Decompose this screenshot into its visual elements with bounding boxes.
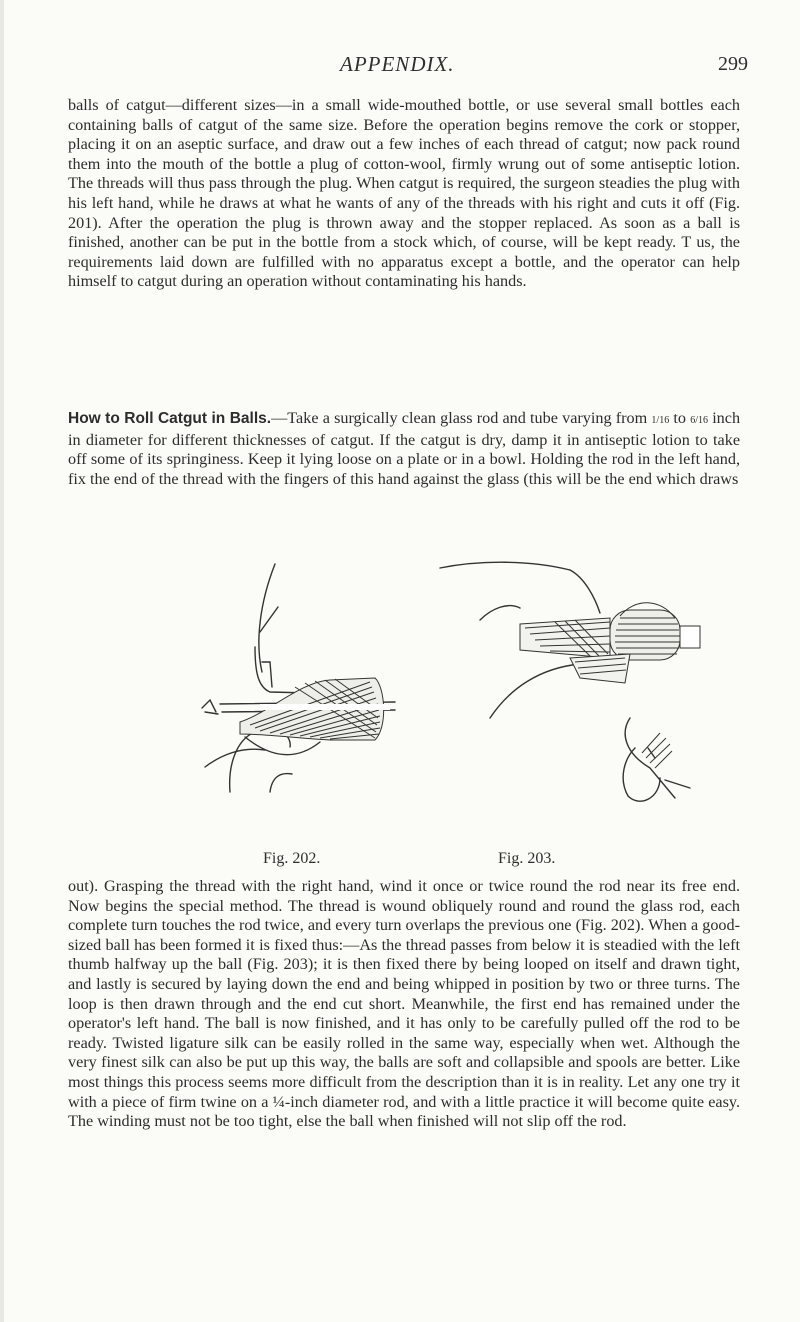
running-head: APPENDIX. bbox=[340, 52, 455, 76]
body-paragraph-2 bbox=[68, 409, 740, 489]
paragraph-2-text-b: inch in diameter for different thicknesses of catgut. If the catgut is dry, damp it in antiseptic lotion to take off some of its springiness. Keep it lying loose on a plate or in a bowl. Holding the rod in the left hand, fix the end of the thread with the fingers of this hand against the glass (this will be the end which draws bbox=[68, 409, 741, 488]
fraction-connector: to bbox=[673, 409, 686, 427]
paragraph-2-text-a: —Take a surgically clean glass rod and tube varying from bbox=[271, 409, 648, 427]
section-heading: How to Roll Catgut in Balls. bbox=[68, 410, 272, 427]
figure-block bbox=[0, 558, 800, 867]
figure-203-caption: Fig. 203. bbox=[498, 850, 556, 867]
fraction-large: 6/16 bbox=[690, 415, 708, 426]
glass-rod-wound-with-catgut-illustration bbox=[200, 562, 410, 842]
body-paragraph-1: balls of catgut—different sizes—in a small wide-mouthed bottle, or use several small bottles each containing balls of catgut of the same size. Before the operation begins remove the cork or stopper, placing it on an aseptic surface, and draw out a few inches of each thread of catgut; now pack round them into the mouth of the bottle a plug of cotton-wool, firmly wrung out of some antiseptic lotion. The threads will thus pass through the plug. When catgut is required, the surgeon steadies the plug with his left hand, while he draws at what he wants of any of the threads with his right and cuts it off (Fig. 201). After the operation the plug is thrown away and the stopper replaced. As soon as a ball is finished, another can be put in the bottle from a stock which, of course, will be kept ready. T us, the requirements laid down are fulfilled with no apparatus except a bottle, and the operator can help himself to catgut during an operation without contaminating his hands. bbox=[68, 96, 740, 291]
catgut-ball-on-rod-illustration bbox=[420, 558, 710, 843]
figure-202-caption: Fig. 202. bbox=[263, 850, 321, 867]
page-header bbox=[0, 52, 800, 80]
fraction-small: 1/16 bbox=[651, 415, 670, 426]
page-number: 299 bbox=[718, 53, 748, 75]
body-paragraph-3: out). Grasping the thread with the right hand, wind it once or twice round the rod near its free end. Now begins the special method. The thread is wound obliquely round and round the glass rod, each complete turn touches the rod twice, and every turn overlaps the previous one (Fig. 202). When a good-sized ball has been formed it is fixed thus:—As the thread passes from below it is steadied with the left thumb halfway up the ball (Fig. 203); it is then fixed there by being looped on itself and drawn tight, and lastly is secured by laying down the end and being whipped in position by two or three turns. The loop is then drawn through and the end cut short. Meanwhile, the first end has remained under the operator's left hand. The ball is now finished, and it has only to be carefully pulled off the rod to be ready. Twisted ligature silk can be easily rolled in the same way, especially when wet. Although the very finest silk can also be put up this way, the balls are soft and collapsible and spools are better. Like most things this process seems more difficult from the description than it is in reality. Let any one try it with a piece of firm twine on a ¼-inch diameter rod, and with a little practice it will become quite easy. The winding must not be too tight, else the ball when finished will not slip off the rod. bbox=[68, 877, 740, 1131]
